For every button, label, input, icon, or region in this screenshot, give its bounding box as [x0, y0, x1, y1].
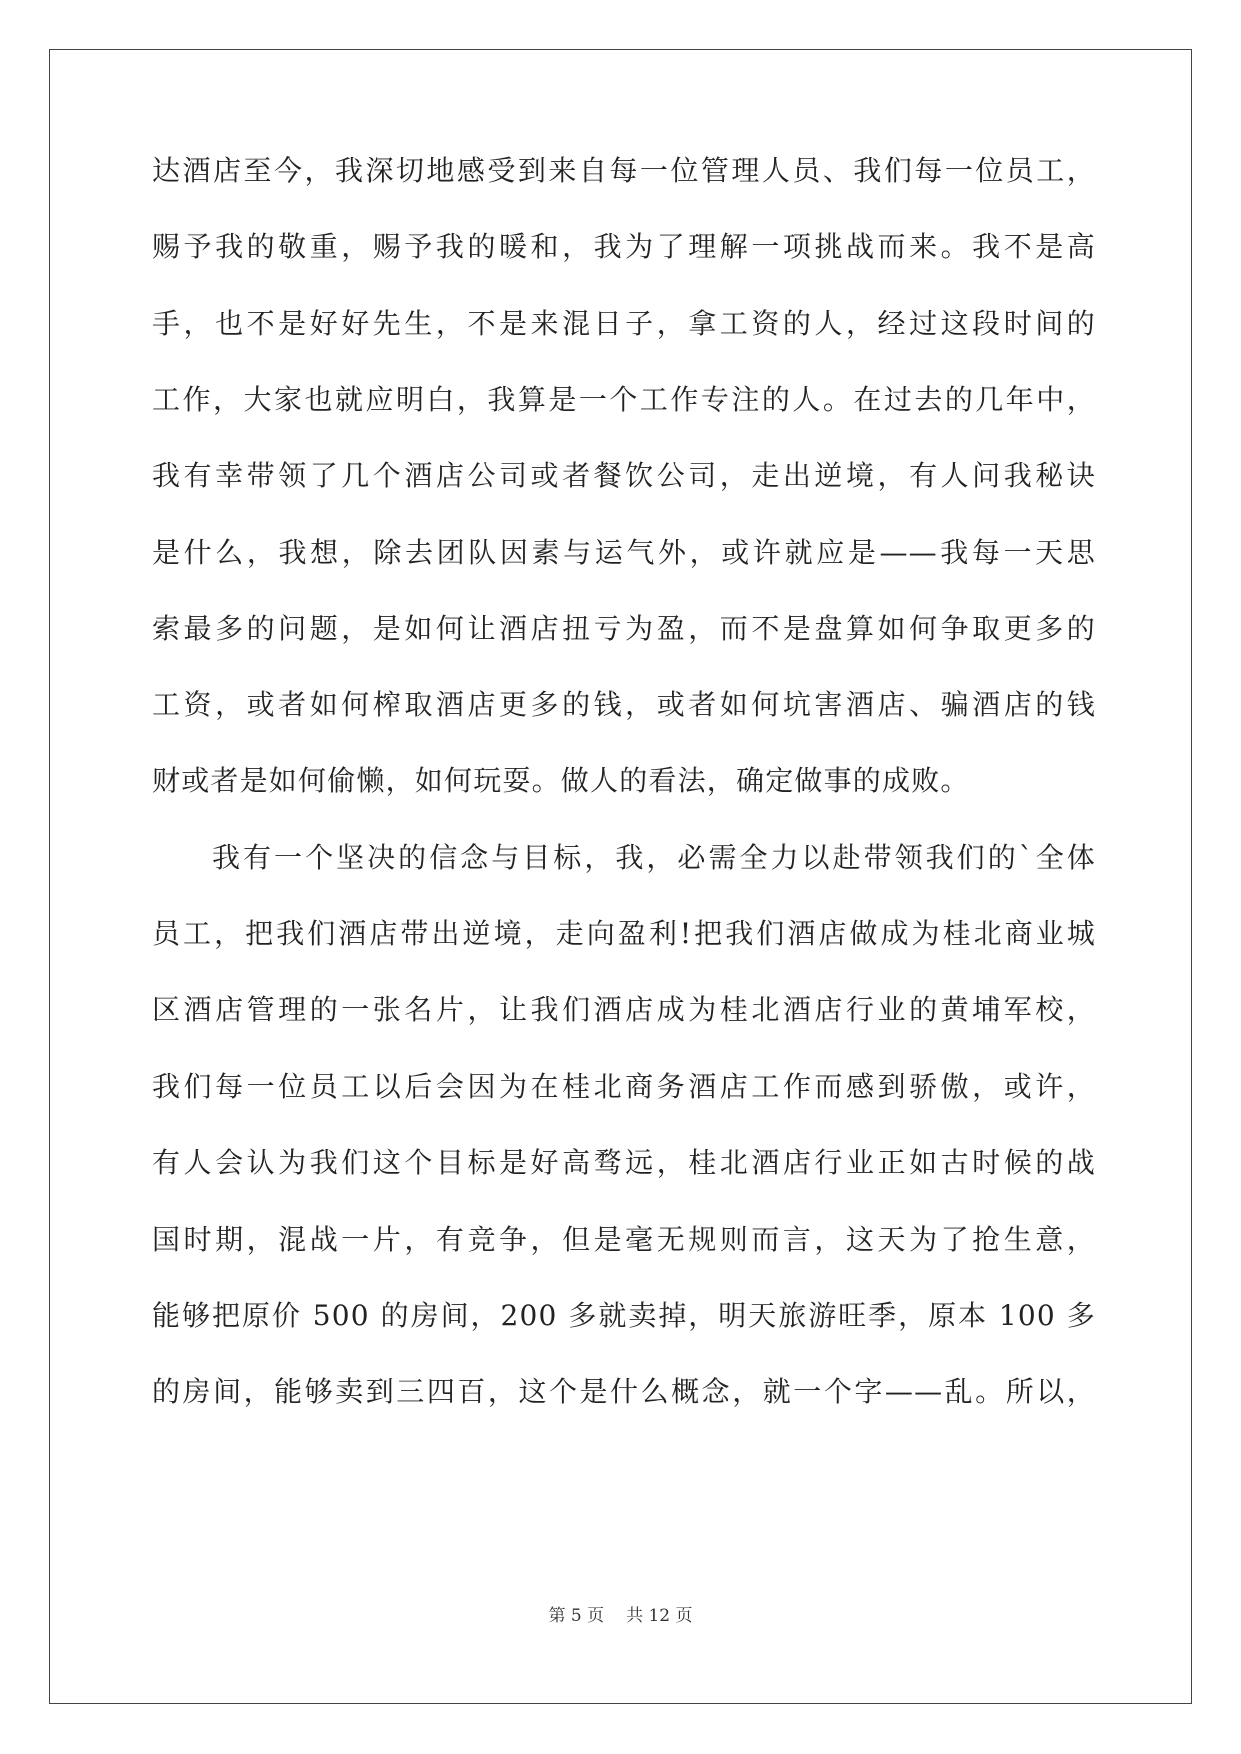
text-line-paragraph-end: 财或者是如何偷懒，如何玩耍。做人的看法，确定做事的成败。: [152, 764, 970, 797]
text-line: 区酒店管理的一张名片，让我们酒店成为桂北酒店行业的黄埔军校，: [152, 993, 1096, 1026]
text-line: 有人会认为我们这个目标是好高骛远，桂北酒店行业正如古时候的战: [152, 1146, 1096, 1179]
text-line: 我有幸带领了几个酒店公司或者餐饮公司，走出逆境，有人问我秘诀: [152, 459, 1096, 492]
page-number: 第 5 页: [548, 1606, 605, 1626]
text-line: 我们每一位员工以后会因为在桂北商务酒店工作而感到骄傲，或许，: [152, 1070, 1096, 1103]
text-line: 国时期，混战一片，有竞争，但是毫无规则而言，这天为了抢生意，: [152, 1223, 1096, 1256]
text-line: 赐予我的敬重，赐予我的暖和，我为了理解一项挑战而来。我不是高: [152, 230, 1096, 263]
text-line-paragraph-start: 我有一个坚决的信念与目标，我，必需全力以赴带领我们的`全体: [212, 841, 1096, 874]
page-footer: [0, 1604, 1241, 1628]
text-line: 能够把原价 500 的房间，200 多就卖掉，明天旅游旺季，原本 100 多: [152, 1299, 1096, 1332]
text-line: 工作，大家也就应明白，我算是一个工作专注的人。在过去的几年中，: [152, 383, 1096, 416]
text-line: 的房间，能够卖到三四百，这个是什么概念，就一个字——乱。所以，: [152, 1375, 1096, 1408]
text-line: 手，也不是好好先生，不是来混日子，拿工资的人，经过这段时间的: [152, 307, 1096, 340]
text-line: 是什么，我想，除去团队因素与运气外，或许就应是——我每一天思: [152, 536, 1096, 569]
text-line: 员工，把我们酒店带出逆境，走向盈利!把我们酒店做成为桂北商业城: [152, 917, 1096, 950]
text-line: 达酒店至今，我深切地感受到来自每一位管理人员、我们每一位员工，: [152, 154, 1096, 187]
text-line: 工资，或者如何榨取酒店更多的钱，或者如何坑害酒店、骗酒店的钱: [152, 688, 1096, 721]
page-total: 共 12 页: [626, 1606, 693, 1626]
text-line: 索最多的问题，是如何让酒店扭亏为盈，而不是盘算如何争取更多的: [152, 612, 1096, 645]
